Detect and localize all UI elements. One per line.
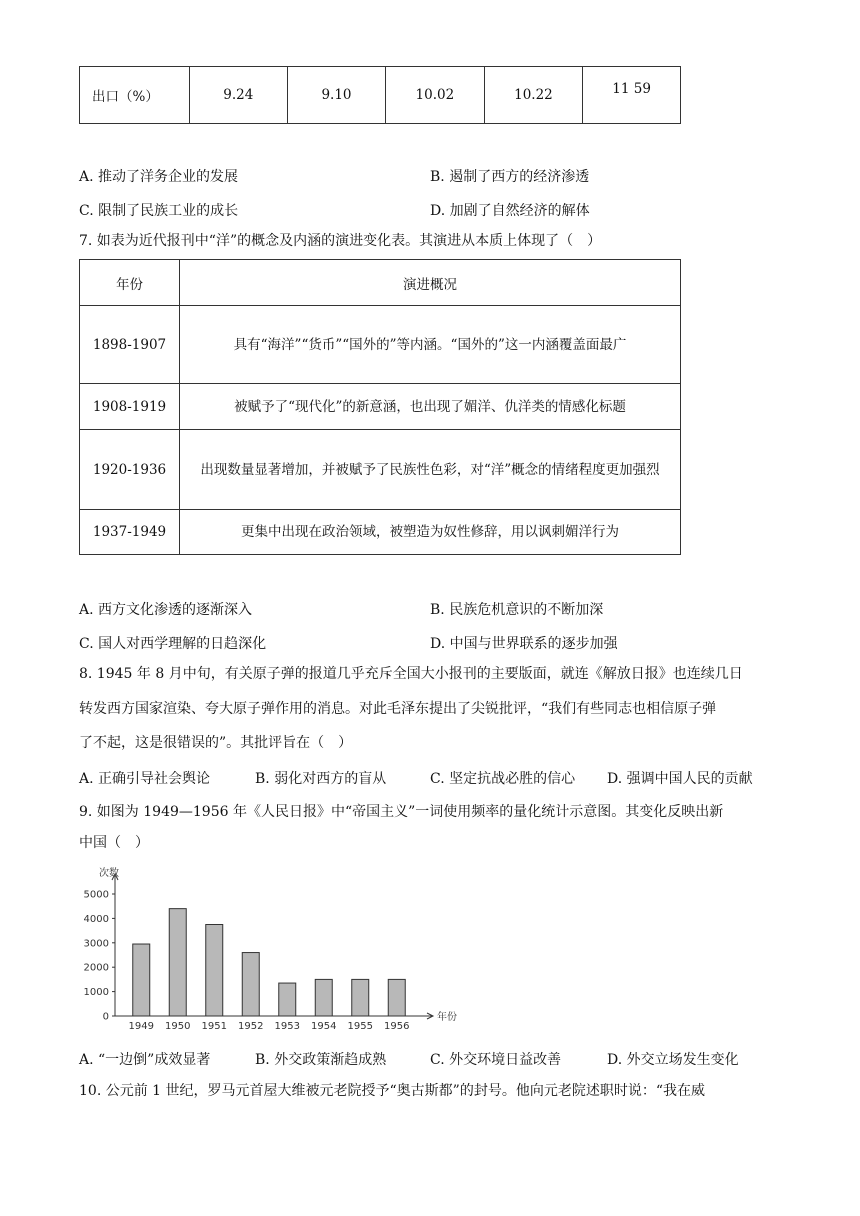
cell-value: 9.24 (189, 67, 287, 124)
x-tick-label: 1949 (128, 1021, 154, 1032)
x-tick-label: 1952 (238, 1021, 264, 1032)
q7-option-d[interactable]: D. 中国与世界联系的逐步加强 (430, 636, 618, 652)
table-header-row (80, 260, 681, 306)
row-label: 出口（%） (80, 67, 190, 124)
y-tick-label: 5000 (83, 889, 109, 901)
bar (206, 925, 223, 1017)
row-desc: 被赋予了“现代化”的新意涵，也出现了媚洋、仇洋类的情感化标题 (180, 384, 681, 430)
table-row (80, 430, 681, 510)
x-tick-label: 1951 (201, 1021, 227, 1032)
q8-line-1: 8. 1945 年 8 月中旬，有关原子弹的报道几乎充斥全国大小报刊的主要版面，就连《解放日报》也连续几日 (79, 666, 743, 682)
q7-option-a[interactable]: A. 西方文化渗透的逐渐深入 (79, 602, 253, 618)
bar-chart (79, 866, 469, 1036)
q8-line-3: 了不起，这是很错误的”。其批评旨在（ ） (79, 735, 353, 751)
row-desc: 更集中出现在政治领域，被塑造为奴性修辞，用以讽刺媚洋行为 (180, 510, 681, 555)
cell-value: 10.22 (484, 67, 583, 124)
bar (352, 979, 369, 1016)
cell-value: 10.02 (386, 67, 485, 124)
q6-option-b[interactable]: B. 遏制了西方的经济渗透 (430, 169, 590, 185)
evolution-table (79, 259, 681, 555)
y-tick-label: 1000 (83, 987, 109, 999)
cell-value: 11 59 (583, 67, 681, 124)
row-year: 1920-1936 (80, 430, 180, 510)
row-desc: 出现数量显著增加，并被赋予了民族性色彩，对“洋”概念的情绪程度更加强烈 (180, 430, 681, 510)
table-row (80, 510, 681, 555)
table-row (80, 67, 681, 124)
header-year: 年份 (80, 260, 180, 306)
x-tick-label: 1955 (347, 1021, 373, 1032)
q8-option-c[interactable]: C. 坚定抗战必胜的信心 (430, 771, 576, 787)
row-year: 1937-1949 (80, 510, 180, 555)
bar (279, 983, 296, 1016)
header-desc: 演进概况 (180, 260, 681, 306)
y-axis-label: 次数 (99, 868, 119, 879)
x-axis-label: 年份 (437, 1012, 457, 1023)
q6-option-a[interactable]: A. 推动了洋务企业的发展 (79, 169, 239, 185)
export-table (79, 66, 681, 124)
x-tick-label: 1956 (384, 1021, 410, 1032)
q9-option-b[interactable]: B. 外交政策渐趋成熟 (255, 1052, 387, 1068)
x-tick-label: 1950 (165, 1021, 191, 1032)
q6-option-d[interactable]: D. 加剧了自然经济的解体 (430, 203, 590, 219)
row-year: 1898-1907 (80, 306, 180, 384)
q7-stem: 7. 如表为近代报刊中“洋”的概念及内涵的演进变化表。其演进从本质上体现了（ ） (79, 233, 602, 249)
row-year: 1908-1919 (80, 384, 180, 430)
q9-option-a[interactable]: A. “一边倒”成效显著 (79, 1052, 211, 1068)
y-tick-label: 0 (102, 1011, 109, 1023)
q8-option-d[interactable]: D. 强调中国人民的贡献 (607, 771, 753, 787)
q7-option-c[interactable]: C. 国人对西学理解的日趋深化 (79, 636, 267, 652)
y-tick-label: 2000 (83, 962, 109, 974)
x-tick-label: 1954 (311, 1021, 337, 1032)
q7-option-b[interactable]: B. 民族危机意识的不断加深 (430, 602, 604, 618)
q9-line-2: 中国（ ） (79, 835, 149, 851)
q9-line-1: 9. 如图为 1949—1956 年《人民日报》中“帝国主义”一词使用频率的量化统计示意图。其变化反映出新 (79, 804, 724, 820)
cell-value: 9.10 (287, 67, 385, 124)
x-tick-label: 1953 (274, 1021, 300, 1032)
bar (133, 944, 150, 1016)
bar (169, 909, 186, 1016)
row-desc: 具有“海洋”“货币”“国外的”等内涵。“国外的”这一内涵覆盖面最广 (180, 306, 681, 384)
table-row (80, 306, 681, 384)
q9-option-d[interactable]: D. 外交立场发生变化 (607, 1052, 739, 1068)
bar (388, 979, 405, 1016)
table-row (80, 384, 681, 430)
q6-option-c[interactable]: C. 限制了民族工业的成长 (79, 203, 239, 219)
y-tick-label: 3000 (83, 938, 109, 950)
bar (242, 953, 259, 1016)
y-tick-label: 4000 (83, 913, 109, 925)
q8-option-a[interactable]: A. 正确引导社会舆论 (79, 771, 211, 787)
q10-line-1: 10. 公元前 1 世纪，罗马元首屋大维被元老院授予“奥古斯都”的封号。他向元老院述职时说：“我在威 (79, 1083, 705, 1099)
bar (315, 979, 332, 1016)
q9-option-c[interactable]: C. 外交环境日益改善 (430, 1052, 562, 1068)
q8-line-2: 转发西方国家渲染、夸大原子弹作用的消息。对此毛泽东提出了尖锐批评，“我们有些同志也相信原子弹 (79, 701, 717, 717)
q8-option-b[interactable]: B. 弱化对西方的盲从 (255, 771, 387, 787)
